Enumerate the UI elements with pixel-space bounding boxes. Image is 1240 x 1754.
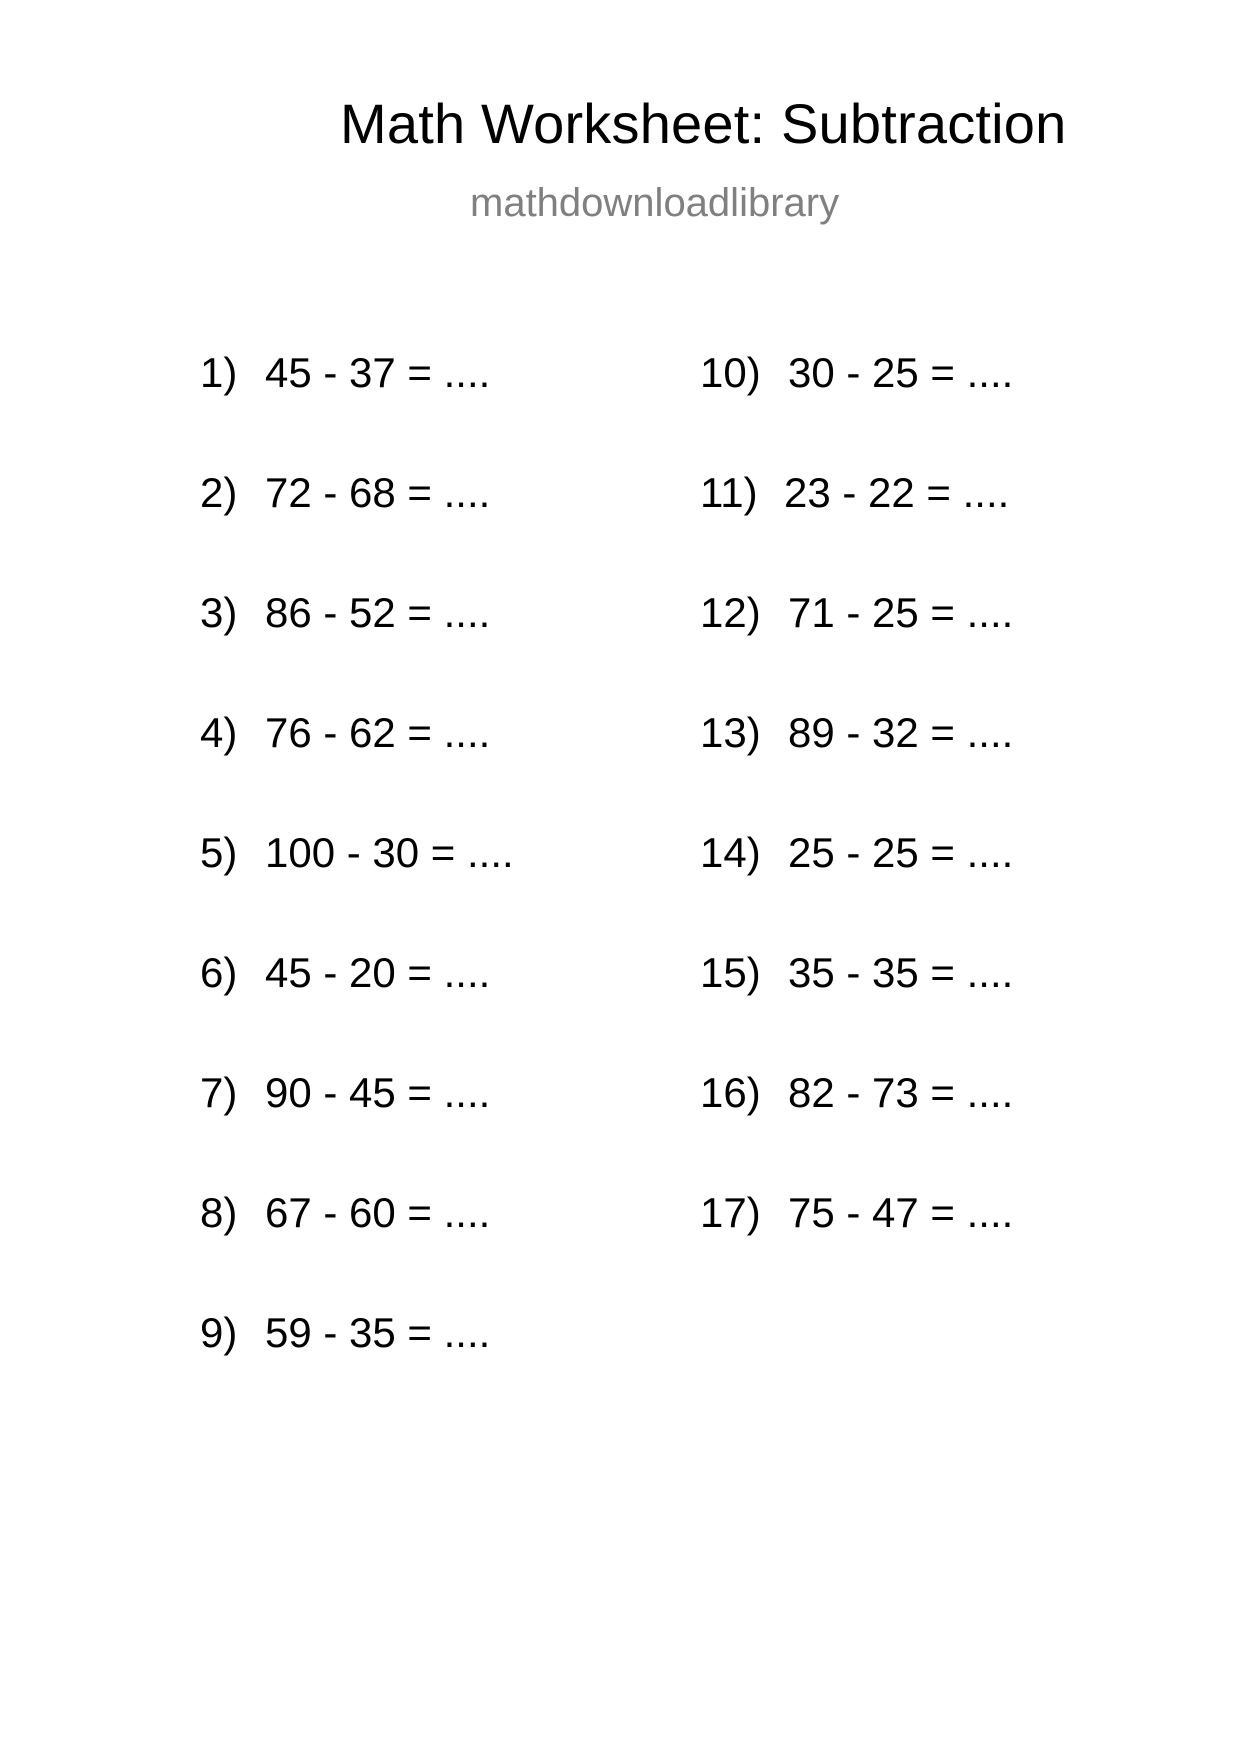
problem-number: 9) (200, 1309, 238, 1356)
problem-14 (700, 829, 1014, 952)
problem-expression: 75 - 47 = .... (788, 1189, 1014, 1236)
problem-expression: 86 - 52 = .... (265, 589, 491, 636)
problem-expression: 30 - 25 = .... (788, 349, 1014, 396)
problem-number: 13) (700, 709, 761, 756)
problem-number: 14) (700, 829, 761, 876)
problem-expression: 59 - 35 = .... (265, 1309, 491, 1356)
problem-number: 16) (700, 1069, 761, 1116)
problem-4 (200, 709, 491, 832)
problem-9 (200, 1309, 491, 1432)
problem-7 (200, 1069, 491, 1192)
problem-expression: 67 - 60 = .... (265, 1189, 491, 1236)
problem-number: 1) (200, 349, 238, 396)
problem-expression: 71 - 25 = .... (788, 589, 1014, 636)
problem-expression: 76 - 62 = .... (265, 709, 491, 756)
problems-right-column (700, 349, 1014, 1312)
problem-expression: 100 - 30 = .... (265, 829, 514, 876)
problem-6 (200, 949, 491, 1072)
worksheet-subtitle: mathdownloadlibrary (470, 181, 840, 225)
problem-5 (200, 829, 514, 952)
problem-expression: 82 - 73 = .... (788, 1069, 1014, 1116)
problem-2 (200, 469, 491, 592)
problems-left-column (200, 349, 514, 1432)
problem-number: 10) (700, 349, 761, 396)
problem-16 (700, 1069, 1014, 1192)
worksheet-title: Math Worksheet: Subtraction (340, 92, 1067, 155)
problem-12 (700, 589, 1014, 712)
problem-number: 17) (700, 1189, 761, 1236)
problem-number: 12) (700, 589, 761, 636)
problem-11 (700, 469, 1010, 592)
problem-13 (700, 709, 1014, 832)
problem-number: 15) (700, 949, 761, 996)
problem-number: 11) (700, 469, 758, 516)
problem-expression: 72 - 68 = .... (265, 469, 491, 516)
problem-17 (700, 1189, 1014, 1312)
problem-number: 7) (200, 1069, 238, 1116)
problem-number: 2) (200, 469, 238, 516)
problem-expression: 45 - 20 = .... (265, 949, 491, 996)
problem-expression: 23 - 22 = .... (784, 469, 1010, 516)
problem-number: 4) (200, 709, 238, 756)
problem-number: 8) (200, 1189, 238, 1236)
problem-number: 6) (200, 949, 238, 996)
problem-expression: 25 - 25 = .... (788, 829, 1014, 876)
problem-expression: 45 - 37 = .... (265, 349, 491, 396)
problem-10 (700, 349, 1014, 472)
problem-number: 3) (200, 589, 238, 636)
problem-expression: 89 - 32 = .... (788, 709, 1014, 756)
problem-8 (200, 1189, 491, 1312)
problem-number: 5) (200, 829, 238, 876)
problem-expression: 90 - 45 = .... (265, 1069, 491, 1116)
problem-3 (200, 589, 491, 712)
problem-1 (200, 349, 491, 472)
problem-expression: 35 - 35 = .... (788, 949, 1014, 996)
problem-15 (700, 949, 1014, 1072)
